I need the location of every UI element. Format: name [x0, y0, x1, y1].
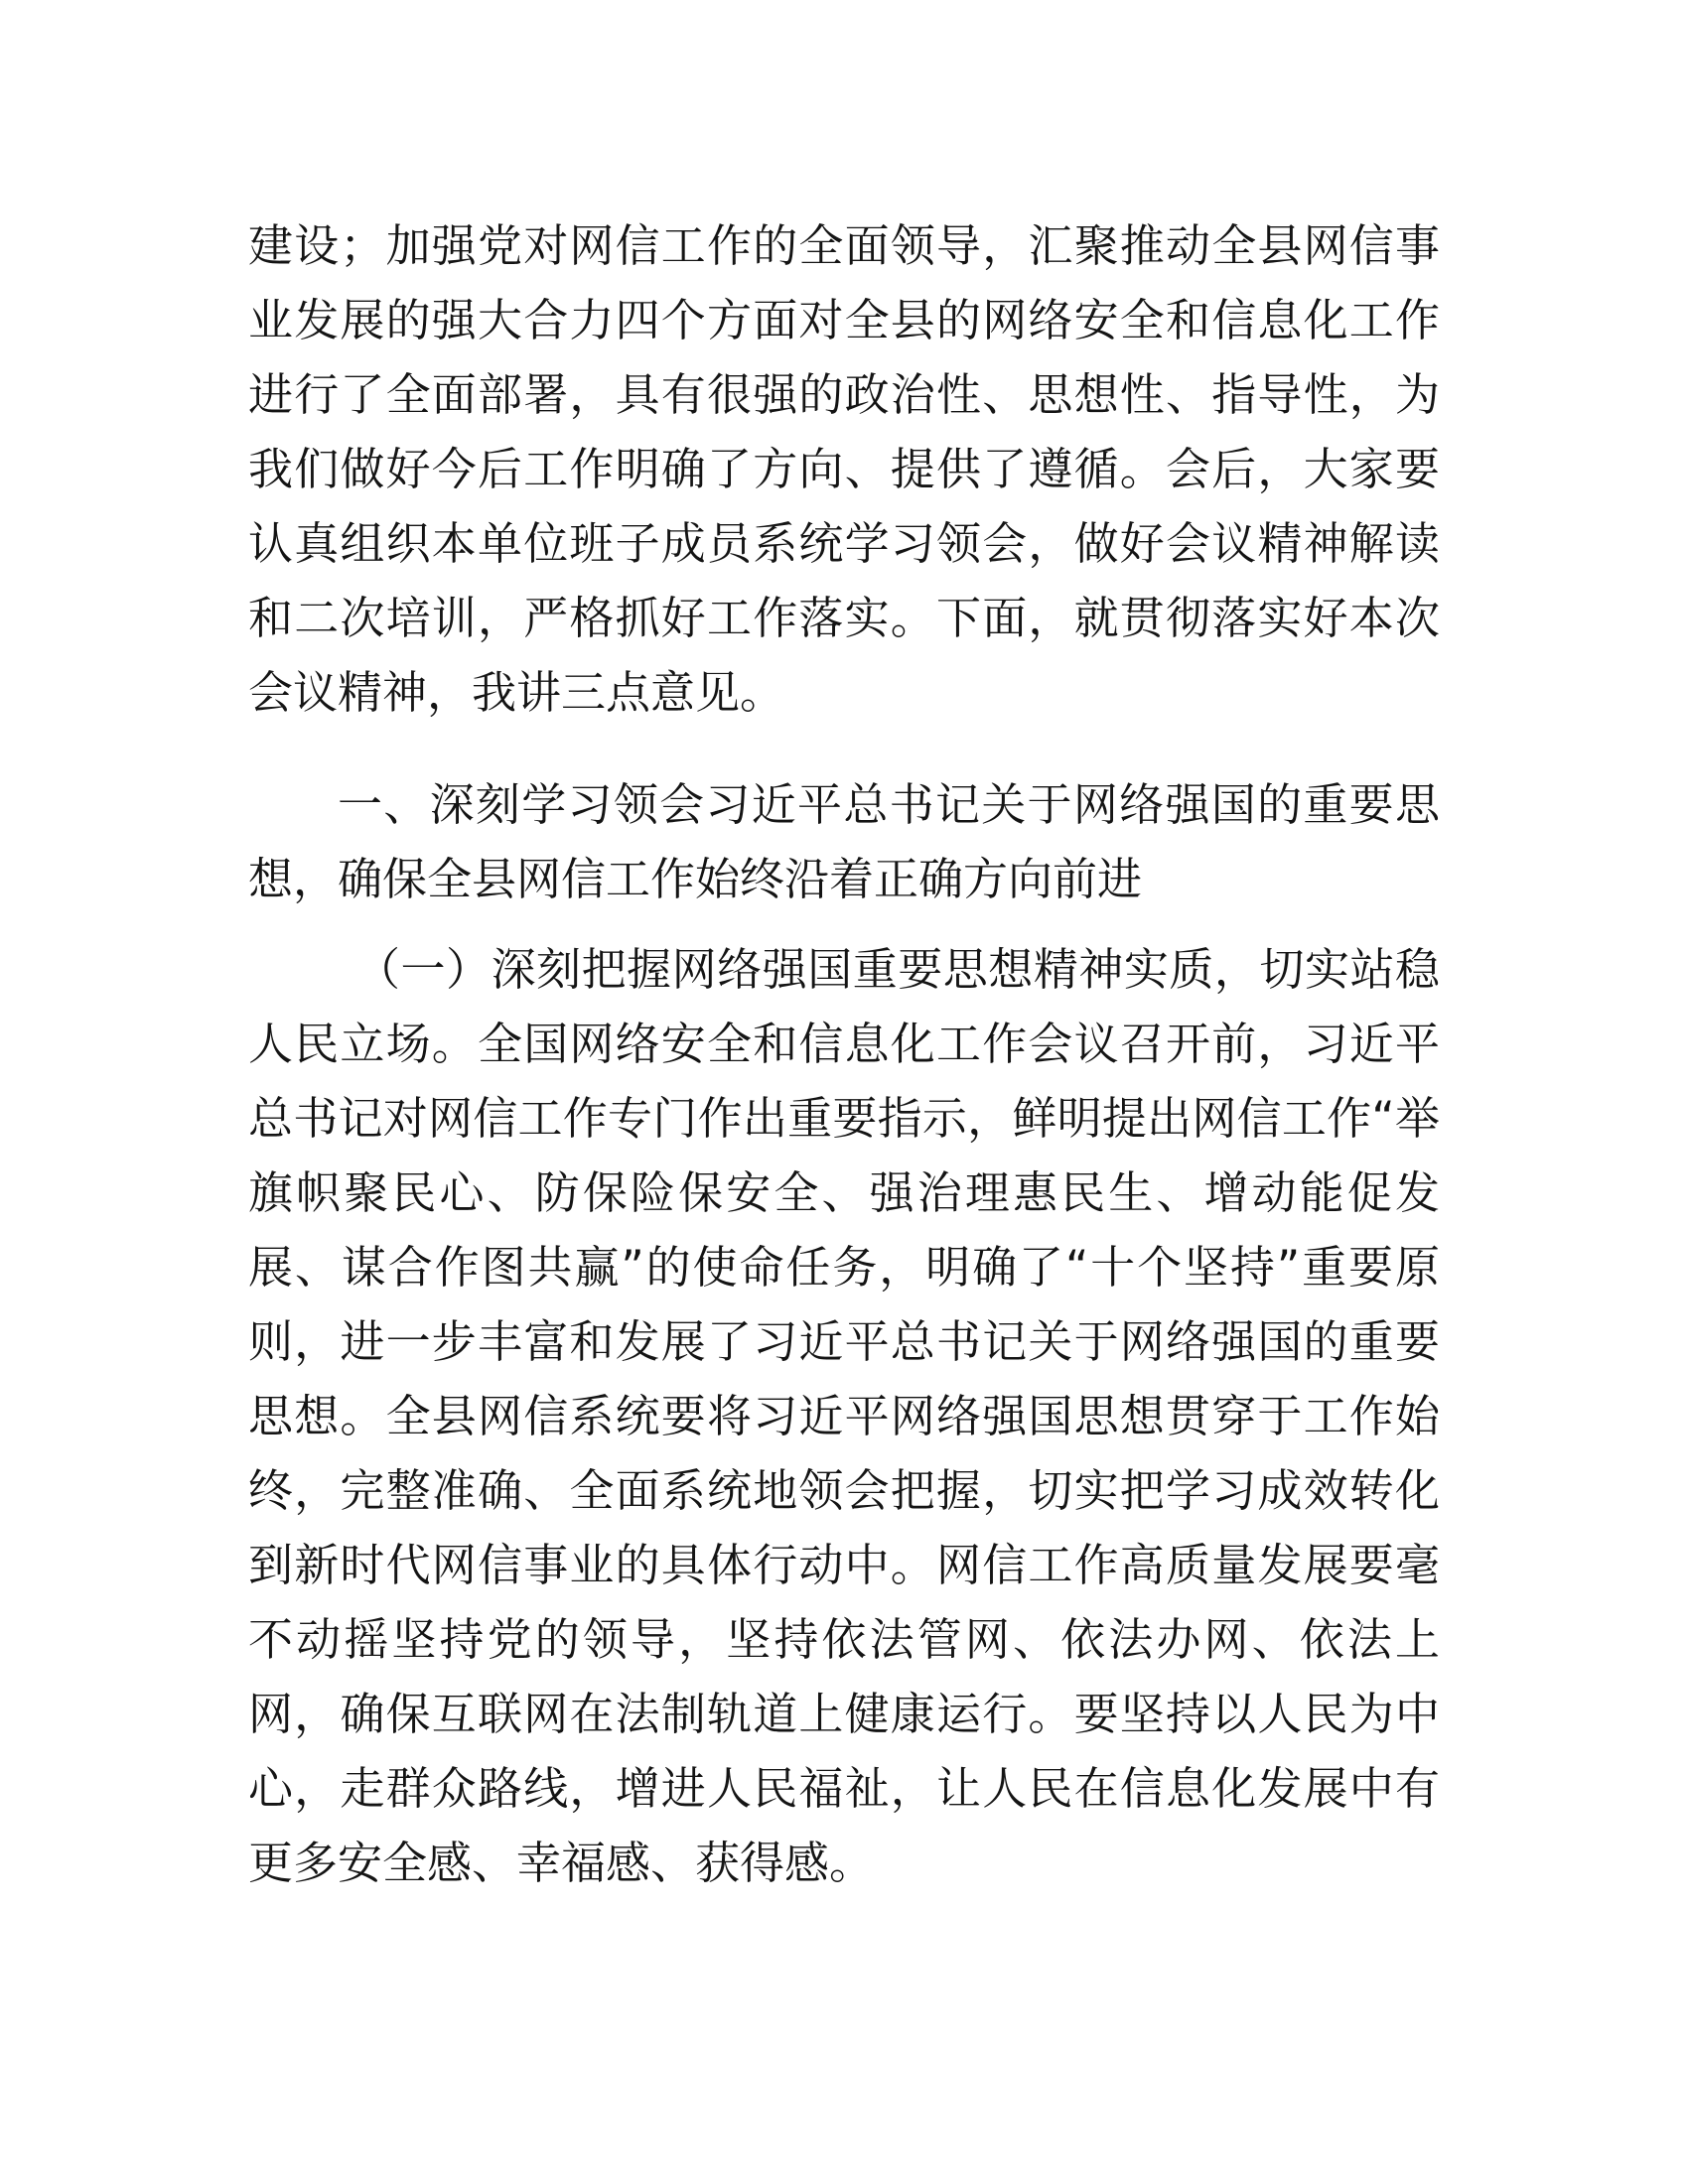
continuation-paragraph: 建设；加强党对网信工作的全面领导，汇聚推动全县网信事业发展的强大合力四个方面对全县的网络安全和信息化工作进行了全面部署，具有很强的政治性、思想性、指导性，为我们做好今后工作明确了方向、提供了遵循。会后，大家要认真组织本单位班子成员系统学习领会，做好会议精神解读和二次培训，严格抓好工作落实。下面，就贯彻落实好本次会议精神，我讲三点意见。	[248, 219, 1440, 719]
section-heading: 一、深刻学习领会习近平总书记关于网络强国的重要思想，确保全县网信工作始终沿着正确方向前进	[248, 778, 1440, 905]
subsection-paragraph: （一）深刻把握网络强国重要思想精神实质，切实站稳人民立场。全国网络安全和信息化工作会议召开前，习近平总书记对网信工作专门作出重要指示，鲜明提出网信工作“举旗帜聚民心、防保险保安全、强治理惠民生、增动能促发展、谋合作图共赢”的使命任务，明确了“十个坚持”重要原则，进一步丰富和发展了习近平总书记关于网络强国的重要思想。全县网信系统要将习近平网络强国思想贯穿于工作始终，完整准确、全面系统地领会把握，切实把学习成效转化到新时代网信事业的具体行动中。网信工作高质量发展要毫不动摇坚持党的领导，坚持依法管网、依法办网、依法上网，确保互联网在法制轨道上健康运行。要坚持以人民为中心，走群众路线，增进人民福祉，让人民在信息化发展中有更多安全感、幸福感、获得感。	[248, 943, 1440, 1889]
